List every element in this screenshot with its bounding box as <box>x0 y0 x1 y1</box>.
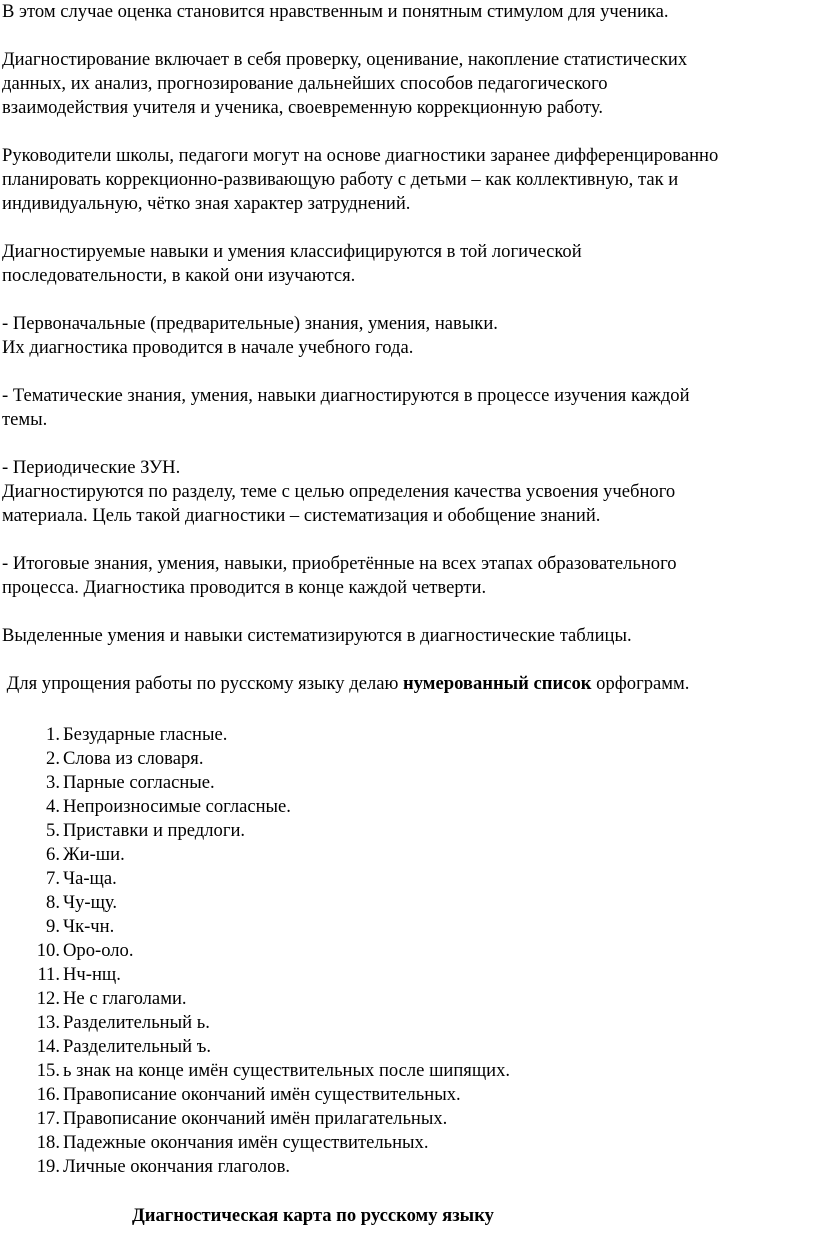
intro-text-before: Для упрощения работы по русскому языку делаю <box>2 673 404 694</box>
paragraph-line: данных, их анализ, прогнозирование дальнейших способов педагогического <box>2 73 608 94</box>
list-item <box>0 1131 816 1155</box>
list-item <box>0 795 816 819</box>
list-item-text: Нч-нщ. <box>63 964 121 985</box>
list-item-number: 14. <box>36 1036 60 1057</box>
paragraph-line: темы. <box>2 409 48 430</box>
list-item-number: 2. <box>46 748 60 769</box>
list-item-text: Жи-ши. <box>63 844 125 865</box>
list-item-text: Разделительный ъ. <box>63 1036 211 1057</box>
list-item-text: Ча-ща. <box>63 868 117 889</box>
list-item-text: Правописание окончаний имён существительных. <box>63 1084 461 1105</box>
list-item-number: 11. <box>37 964 60 985</box>
list-item-text: Оро-оло. <box>63 940 134 961</box>
list-item-number: 17. <box>36 1108 60 1129</box>
list-item <box>0 1107 816 1131</box>
list-item-text: ь знак на конце имён существительных после шипящих. <box>63 1060 511 1081</box>
paragraph-1 <box>2 0 814 24</box>
paragraph-line: Диагностируются по разделу, теме с целью определения качества усвоения учебного <box>2 481 676 502</box>
list-item-number: 18. <box>36 1132 60 1153</box>
section-heading: Диагностическая карта по русскому языку <box>132 1205 494 1226</box>
paragraph-line: планировать коррекционно-развивающую работу с детьми – как коллективную, так и <box>2 169 679 190</box>
list-item <box>0 771 816 795</box>
list-item <box>0 867 816 891</box>
list-item <box>0 1155 816 1179</box>
list-item <box>0 987 816 1011</box>
orthogram-list <box>0 723 816 1179</box>
list-item-number: 19. <box>36 1156 60 1177</box>
paragraph-7 <box>2 456 814 528</box>
list-item-text: Чк-чн. <box>63 916 115 937</box>
paragraph-line: Руководители школы, педагоги могут на основе диагностики заранее дифференцированно <box>2 145 719 166</box>
list-item-number: 16. <box>36 1084 60 1105</box>
paragraph-line: взаимодействия учителя и ученика, своевременную коррекционную работу. <box>2 97 603 118</box>
list-item-text: Безударные гласные. <box>63 724 228 745</box>
list-item-number: 3. <box>46 772 60 793</box>
list-item-number: 8. <box>46 892 60 913</box>
list-item-text: Непроизносимые согласные. <box>63 796 291 817</box>
paragraph-5 <box>2 312 814 360</box>
list-item-number: 9. <box>46 916 60 937</box>
list-item <box>0 747 816 771</box>
list-item-number: 4. <box>46 796 60 817</box>
list-item-number: 1. <box>46 724 60 745</box>
list-item <box>0 939 816 963</box>
paragraph-line: - Тематические знания, умения, навыки диагностируются в процессе изучения каждой <box>2 385 690 406</box>
list-item <box>0 1059 816 1083</box>
list-item-text: Приставки и предлоги. <box>63 820 246 841</box>
paragraph-6 <box>2 384 814 432</box>
paragraph-line: индивидуальную, чётко зная характер затруднений. <box>2 193 411 214</box>
list-item-number: 13. <box>36 1012 60 1033</box>
paragraph-2 <box>2 48 814 120</box>
list-item <box>0 915 816 939</box>
list-item <box>0 723 816 747</box>
paragraph-3 <box>2 144 814 216</box>
list-item-number: 7. <box>46 868 60 889</box>
list-item <box>0 843 816 867</box>
list-item <box>0 1083 816 1107</box>
list-item-text: Не с глаголами. <box>63 988 187 1009</box>
paragraph-line: - Первоначальные (предварительные) знания, умения, навыки. <box>2 313 498 334</box>
paragraph-line: Диагностирование включает в себя проверку, оценивание, накопление статистических <box>2 49 688 70</box>
list-item-number: 10. <box>36 940 60 961</box>
intro-text-bold: нумерованный список <box>403 673 592 694</box>
paragraph-line: - Итоговые знания, умения, навыки, приобретённые на всех этапах образовательного <box>2 553 677 574</box>
list-item-text: Слова из словаря. <box>63 748 204 769</box>
list-item-number: 5. <box>46 820 60 841</box>
list-item-text: Разделительный ь. <box>63 1012 210 1033</box>
paragraph-line: материала. Цель такой диагностики – систематизация и обобщение знаний. <box>2 505 601 526</box>
paragraph-line: последовательности, в какой они изучаются. <box>2 265 356 286</box>
paragraph-4 <box>2 240 814 288</box>
paragraph-line: Их диагностика проводится в начале учебного года. <box>2 337 414 358</box>
paragraph-8 <box>2 552 814 600</box>
paragraph-line: В этом случае оценка становится нравственным и понятным стимулом для ученика. <box>2 1 669 22</box>
paragraph-line: Диагностируемые навыки и умения классифицируются в той логической <box>2 241 582 262</box>
list-item-number: 6. <box>46 844 60 865</box>
list-item <box>0 963 816 987</box>
list-item-text: Правописание окончаний имён прилагательных. <box>63 1108 448 1129</box>
list-item <box>0 891 816 915</box>
list-item-text: Падежные окончания имён существительных. <box>63 1132 429 1153</box>
paragraph-9 <box>2 624 814 648</box>
intro-text-after: орфограмм. <box>591 673 690 694</box>
list-item <box>0 1035 816 1059</box>
intro-paragraph <box>2 672 814 696</box>
paragraph-line: Выделенные умения и навыки систематизируются в диагностические таблицы. <box>2 625 632 646</box>
list-item-text: Чу-щу. <box>63 892 117 913</box>
list-item-number: 12. <box>36 988 60 1009</box>
list-item <box>0 1011 816 1035</box>
list-item-text: Личные окончания глаголов. <box>63 1156 291 1177</box>
list-item <box>0 819 816 843</box>
list-item-text: Парные согласные. <box>63 772 215 793</box>
paragraph-line: процесса. Диагностика проводится в конце каждой четверти. <box>2 577 487 598</box>
paragraph-line: - Периодические ЗУН. <box>2 457 181 478</box>
list-item-number: 15. <box>36 1060 60 1081</box>
